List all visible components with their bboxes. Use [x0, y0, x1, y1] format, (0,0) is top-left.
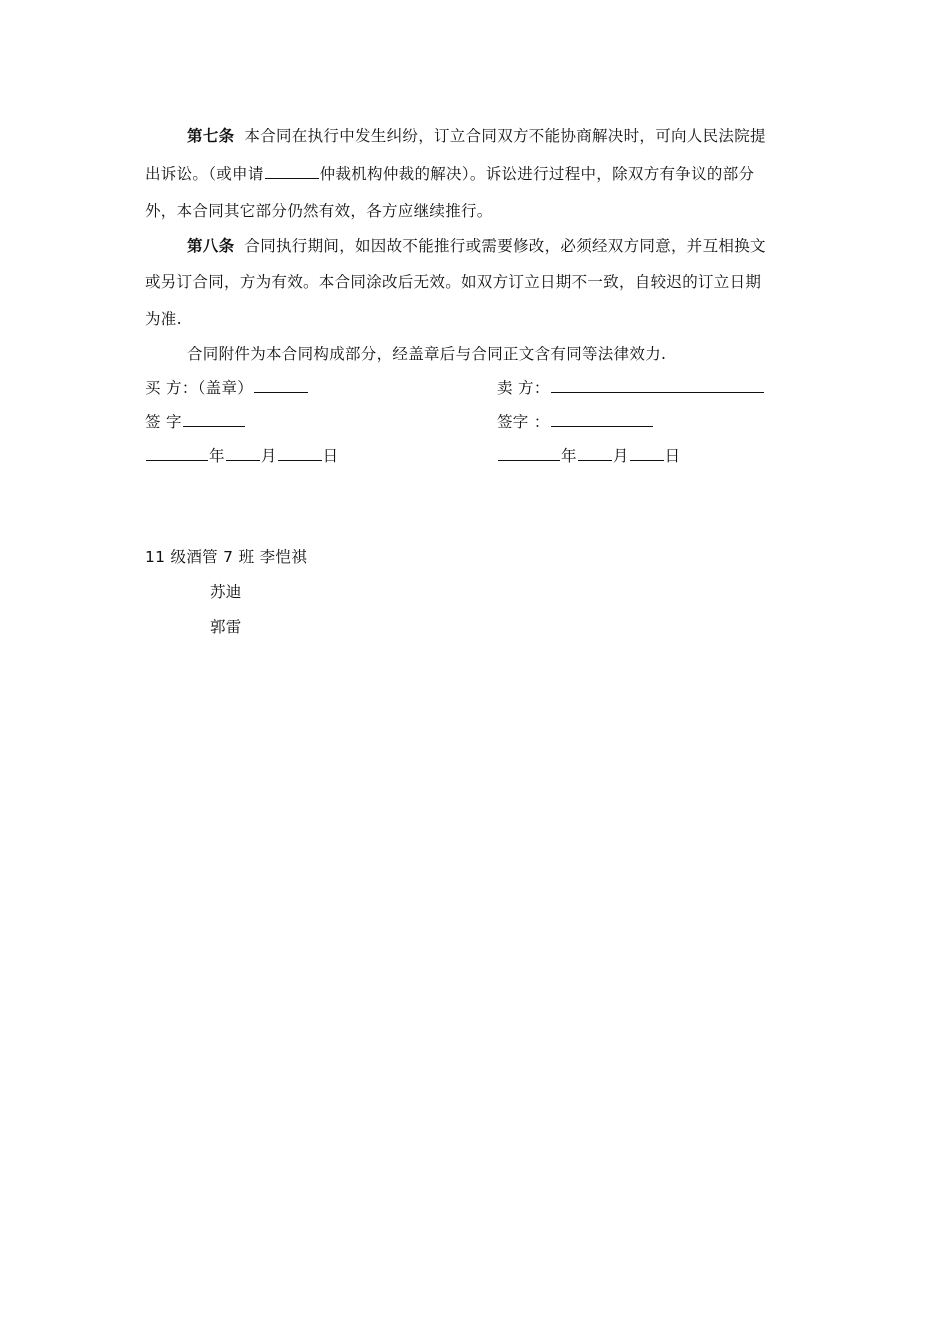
buyer-month-blank — [226, 445, 260, 461]
buyer-line — [145, 377, 309, 398]
seller-year-blank — [498, 445, 560, 461]
seller-sign-line — [497, 411, 654, 432]
author-class-text: 11 级酒管 7 班 李恺祺 — [145, 548, 307, 566]
article8-line1 — [187, 236, 810, 256]
article7-label: 第七条 — [187, 127, 235, 145]
seller-month-blank — [578, 445, 612, 461]
buyer-year-blank — [146, 445, 208, 461]
seller-year-label: 年 — [561, 447, 577, 465]
annex-note — [187, 344, 810, 364]
article7-line3 — [145, 201, 810, 221]
buyer-sign-label: 签 字 — [145, 413, 182, 431]
buyer-day-blank — [278, 445, 322, 461]
seller-sign-label: 签字 ： — [497, 413, 550, 431]
buyer-date-line — [145, 445, 338, 466]
seller-month-label: 月 — [612, 447, 629, 465]
buyer-sign-line — [145, 411, 246, 432]
seller-day-label: 日 — [664, 447, 681, 465]
article7-text1: 本合同在执行中发生纠纷，订立合同双方不能协商解决时，可向人民法院提 — [244, 127, 766, 145]
buyer-sign-blank — [183, 411, 245, 427]
seller-line — [497, 377, 765, 398]
annex-note-text: 合同附件为本合同构成部分，经盖章后与合同正文含有同等法律效力. — [187, 345, 667, 363]
article8-text1: 合同执行期间，如因故不能推行或需要修改，必须经双方同意，并互相换文 — [244, 237, 766, 255]
seller-sign-blank — [551, 411, 653, 427]
article7-line2 — [145, 163, 810, 184]
article7-text2a: 出诉讼。（或申请 — [145, 165, 264, 183]
article7-text3: 外，本合同其它部分仍然有效，各方应继续推行。 — [145, 202, 493, 220]
seller-seal-blank — [551, 377, 764, 393]
author-name-2 — [210, 582, 242, 602]
author-class-line — [145, 547, 307, 567]
seller-date-line — [497, 445, 680, 466]
article8-text2: 或另订合同，方为有效。本合同涂改后无效。如双方订立日期不一致，自较迟的订立日期 — [145, 273, 762, 291]
article7-line1 — [187, 126, 810, 146]
author-name-3-text: 郭雷 — [210, 618, 242, 636]
article7-text2b: 仲裁机构仲裁的解决）。诉讼进行过程中，除双方有争议的部分 — [319, 165, 755, 183]
arbitration-blank — [265, 163, 319, 179]
article8-label: 第八条 — [187, 237, 235, 255]
seller-label: 卖 方： — [497, 379, 550, 397]
article8-line3 — [145, 309, 810, 329]
buyer-day-label: 日 — [322, 447, 339, 465]
author-name-2-text: 苏迪 — [210, 583, 242, 601]
buyer-month-label: 月 — [260, 447, 277, 465]
buyer-label: 买 方：（盖章） — [145, 379, 254, 397]
buyer-seal-blank — [254, 377, 308, 393]
article8-line2 — [145, 272, 810, 292]
article8-text3: 为准. — [145, 310, 182, 328]
buyer-year-label: 年 — [209, 447, 225, 465]
author-name-3 — [210, 617, 242, 637]
seller-day-blank — [630, 445, 664, 461]
